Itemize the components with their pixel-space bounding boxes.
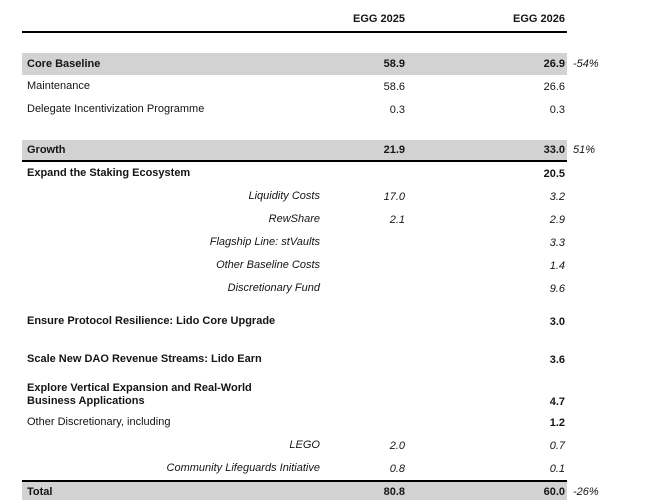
value-egg-2025: 17.0 bbox=[383, 190, 405, 203]
delta-percent: 51% bbox=[573, 144, 596, 156]
value-egg-2026: 1.2 bbox=[549, 416, 565, 429]
row-label: Other Discretionary, including bbox=[27, 416, 171, 428]
value-egg-2026: 33.0 bbox=[543, 144, 565, 156]
value-egg-2026: 60.0 bbox=[543, 486, 565, 498]
table-row-vertical-expansion bbox=[22, 375, 567, 411]
row-label: Expand the Staking Ecosystem bbox=[27, 167, 191, 179]
value-egg-2025: 58.9 bbox=[383, 58, 405, 70]
value-egg-2026: 20.5 bbox=[543, 167, 565, 180]
row-label: Liquidity Costs bbox=[248, 190, 320, 202]
row-label: Ensure Protocol Resilience: Lido Core Upgrade bbox=[27, 315, 276, 327]
value-egg-2026: 0.7 bbox=[549, 439, 565, 452]
column-header-egg-2025: EGG 2025 bbox=[353, 13, 405, 25]
table-row-lego bbox=[22, 434, 567, 457]
value-egg-2026: 9.6 bbox=[549, 282, 565, 295]
table-row-core-baseline bbox=[22, 53, 599, 75]
row-label: Delegate Incentivization Programme bbox=[27, 103, 205, 115]
row-label: Discretionary Fund bbox=[227, 282, 320, 294]
table-row-delegate-incentivization bbox=[22, 98, 567, 121]
value-egg-2026: 3.6 bbox=[549, 353, 565, 366]
row-label: Maintenance bbox=[27, 80, 90, 92]
row-label: Community Lifeguards Initiative bbox=[166, 462, 320, 474]
row-label: RewShare bbox=[268, 213, 320, 225]
value-egg-2025: 80.8 bbox=[383, 486, 405, 498]
table-row-protocol-resilience bbox=[22, 310, 567, 333]
table-row-growth bbox=[22, 140, 596, 162]
value-egg-2026: 3.2 bbox=[549, 190, 565, 203]
table-row-flagship-stvaults bbox=[22, 231, 567, 254]
value-egg-2026: 2.9 bbox=[549, 213, 565, 226]
value-egg-2026: 0.1 bbox=[549, 462, 565, 475]
value-egg-2025: 21.9 bbox=[383, 144, 405, 156]
value-egg-2026: 0.3 bbox=[549, 103, 565, 116]
table-row-other-baseline-costs bbox=[22, 254, 567, 277]
table-row-rewshare bbox=[22, 208, 567, 231]
row-label: Scale New DAO Revenue Streams: Lido Earn bbox=[27, 353, 262, 365]
table-header-row bbox=[22, 8, 567, 33]
row-label: Total bbox=[27, 485, 53, 498]
spacer bbox=[22, 33, 567, 53]
value-egg-2025: 0.8 bbox=[389, 462, 405, 475]
value-egg-2026: 1.4 bbox=[549, 259, 565, 272]
row-label: Growth bbox=[27, 143, 66, 156]
table-row-other-discretionary bbox=[22, 411, 567, 434]
table-row-lido-earn bbox=[22, 348, 567, 371]
table-row-liquidity-costs bbox=[22, 185, 567, 208]
row-label: Flagship Line: stVaults bbox=[209, 236, 320, 248]
value-egg-2026: 4.7 bbox=[549, 396, 565, 408]
table-row-discretionary-fund bbox=[22, 277, 567, 300]
value-egg-2025: 0.3 bbox=[389, 103, 405, 116]
spacer bbox=[22, 121, 567, 140]
value-egg-2025: 2.1 bbox=[389, 213, 405, 226]
table-row-expand-staking bbox=[22, 162, 567, 185]
value-egg-2025: 2.0 bbox=[389, 439, 405, 452]
value-egg-2026: 26.9 bbox=[543, 58, 565, 70]
delta-percent: -26% bbox=[573, 486, 599, 498]
budget-comparison-table bbox=[22, 8, 599, 500]
row-label: Core Baseline bbox=[27, 57, 101, 70]
table-row-maintenance bbox=[22, 75, 567, 98]
value-egg-2026: 3.0 bbox=[549, 315, 565, 328]
row-label: LEGO bbox=[289, 439, 320, 451]
delta-percent: -54% bbox=[573, 58, 599, 70]
column-header-egg-2026: EGG 2026 bbox=[513, 13, 565, 25]
value-egg-2025: 58.6 bbox=[383, 80, 405, 93]
value-egg-2026: 26.6 bbox=[543, 80, 565, 93]
table-row-community-lifeguards bbox=[22, 457, 567, 480]
table-row-total bbox=[22, 480, 599, 500]
value-egg-2026: 3.3 bbox=[549, 236, 565, 249]
row-label: Explore Vertical Expansion and Real-World Business Applications bbox=[27, 382, 252, 407]
row-label: Other Baseline Costs bbox=[216, 259, 320, 271]
